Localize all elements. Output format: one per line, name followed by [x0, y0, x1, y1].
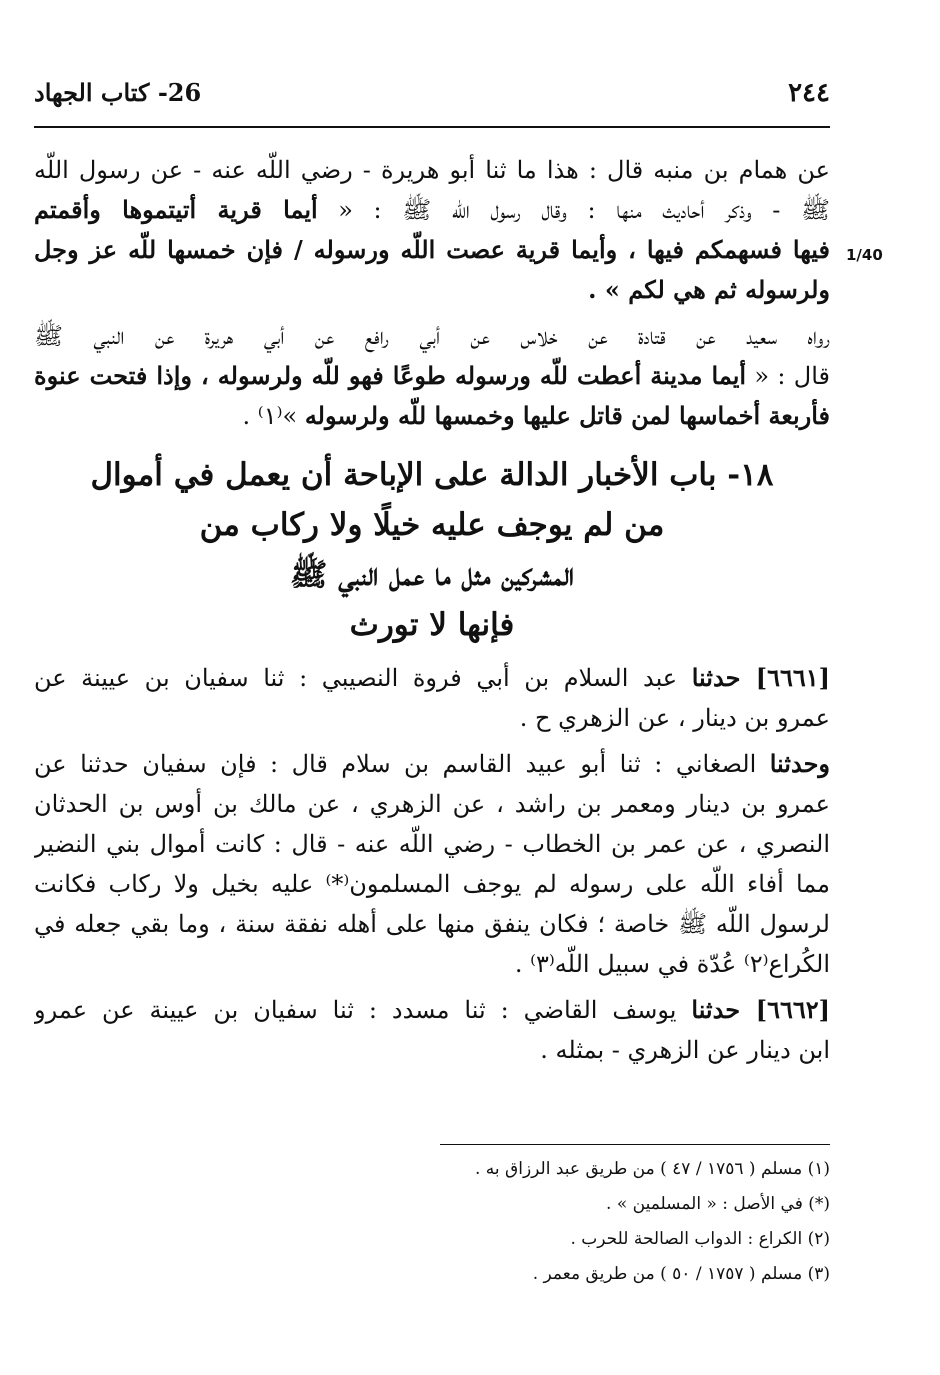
text-line: عمرو بن دينار ، عن الزهري ح . — [519, 704, 830, 732]
text-line — [34, 658, 830, 698]
text-span: الصغاني : ثنا أبو عبيد القاسم بن سلام قال : فإن سفيان حدثنا عن — [34, 750, 770, 778]
footnote: (٣) مسلم ( ١٧٥٧ / ٥٠ ) من طريق معمر . — [532, 1264, 830, 1284]
page-number: ٢٤٤ — [788, 78, 830, 108]
text-line: ابن دينار عن الزهري - بمثله . — [540, 1036, 830, 1064]
paragraph-hammam — [34, 150, 830, 310]
text-span: وحدثنا — [769, 749, 830, 778]
paragraph-saeed — [34, 316, 830, 436]
hadith-number: [٦٦٦٢] حدثنا — [691, 995, 830, 1024]
text-line — [34, 744, 830, 784]
chapter-title: 26- كتاب الجهاد — [34, 78, 202, 107]
heading-line: فإنها لا تورث — [349, 607, 515, 643]
running-header — [34, 78, 830, 118]
text-span: قال : « — [746, 362, 830, 390]
text-span: ﷺ - وذكر أحاديث منها : وقال رسول اللّه ﷺ : « — [317, 196, 830, 224]
hadith-matn: فيها فسهمكم فيها ، وأيما قرية عصت اللّه ورسوله / فإن خمسها للّه عز وجل — [34, 235, 830, 264]
heading-line: من لم يوجف عليه خيلًا ولا ركاب من — [199, 507, 665, 543]
hadith-number: [٦٦٦١] حدثنا — [691, 663, 830, 692]
main-text — [34, 150, 830, 1070]
hadith-matn: ولرسوله ثم هي لكم » . — [588, 275, 830, 304]
hadith-6662 — [34, 990, 830, 1070]
footnote: (*) في الأصل : « المسلمين » . — [606, 1194, 830, 1214]
hadith-matn: أيما مدينة أعطت للّه ورسوله طوعًا فهو للّه ولرسوله ، وإذا فتحت عنوة — [34, 361, 747, 390]
text-line — [34, 190, 830, 230]
hadith-6661 — [34, 658, 830, 738]
text-line — [34, 990, 830, 1030]
hadith-matn: أيما قرية أتيتموها وأقمتم — [34, 195, 318, 224]
footnote: (١) مسلم ( ١٧٥٦ / ٤٧ ) من طريق عبد الرزاق به . — [474, 1159, 830, 1179]
text-line: الكُراع⁽٢⁾ عُدّة في سبيل اللّه⁽٣⁾ . — [514, 950, 830, 978]
footnote: (٢) الكراع : الدواب الصالحة للحرب . — [570, 1229, 830, 1249]
text-line: مما أفاء اللّه على رسوله لم يوجف المسلمون⁽*⁾ عليه بخيل ولا ركاب فكانت — [34, 870, 830, 898]
text-line: رواه سعيد عن قتادة عن خلاس عن أبي رافع عن أبي هريرة عن النبي ﷺ — [34, 322, 830, 350]
heading-line: ١٨- باب الأخبار الدالة على الإباحة أن يعمل في أموال — [90, 457, 774, 493]
header-divider — [34, 126, 830, 128]
text-span: يوسف القاضي : ثنا مسدد : ثنا سفيان بن عيينة عن عمرو — [34, 996, 692, 1024]
text-line: عن همام بن منبه قال : هذا ما ثنا أبو هريرة - رضي اللّه عنه - عن رسول اللّه — [34, 156, 830, 184]
text-line — [34, 396, 830, 436]
text-line — [34, 356, 830, 396]
heading-line: المشركين مثل ما عمل النبي ﷺ — [289, 557, 575, 593]
text-span: »⁽١⁾ . — [242, 402, 305, 430]
paragraph-saghani — [34, 744, 830, 984]
margin-reference: 1/40 — [846, 246, 883, 264]
text-line: عمرو بن دينار ومعمر بن راشد ، عن الزهري ، عن مالك بن أوس بن الحدثان — [34, 790, 830, 818]
footnotes — [34, 1152, 830, 1292]
text-line: النصري ، عن عمر بن الخطاب - رضي اللّه عنه - قال : كانت أموال بني النضير — [34, 830, 830, 858]
text-line: لرسول اللّه ﷺ خاصة ؛ فكان ينفق منها على أهله نفقة سنة ، وما بقي جعله في — [34, 910, 830, 938]
footnote-divider — [440, 1144, 830, 1145]
text-span: عبد السلام بن أبي فروة النصيبي : ثنا سفيان بن عيينة عن — [34, 664, 692, 692]
hadith-matn: فأربعة أخماسها لمن قاتل عليها وخمسها للّه ولرسوله — [304, 401, 830, 430]
chapter-heading — [34, 450, 830, 650]
